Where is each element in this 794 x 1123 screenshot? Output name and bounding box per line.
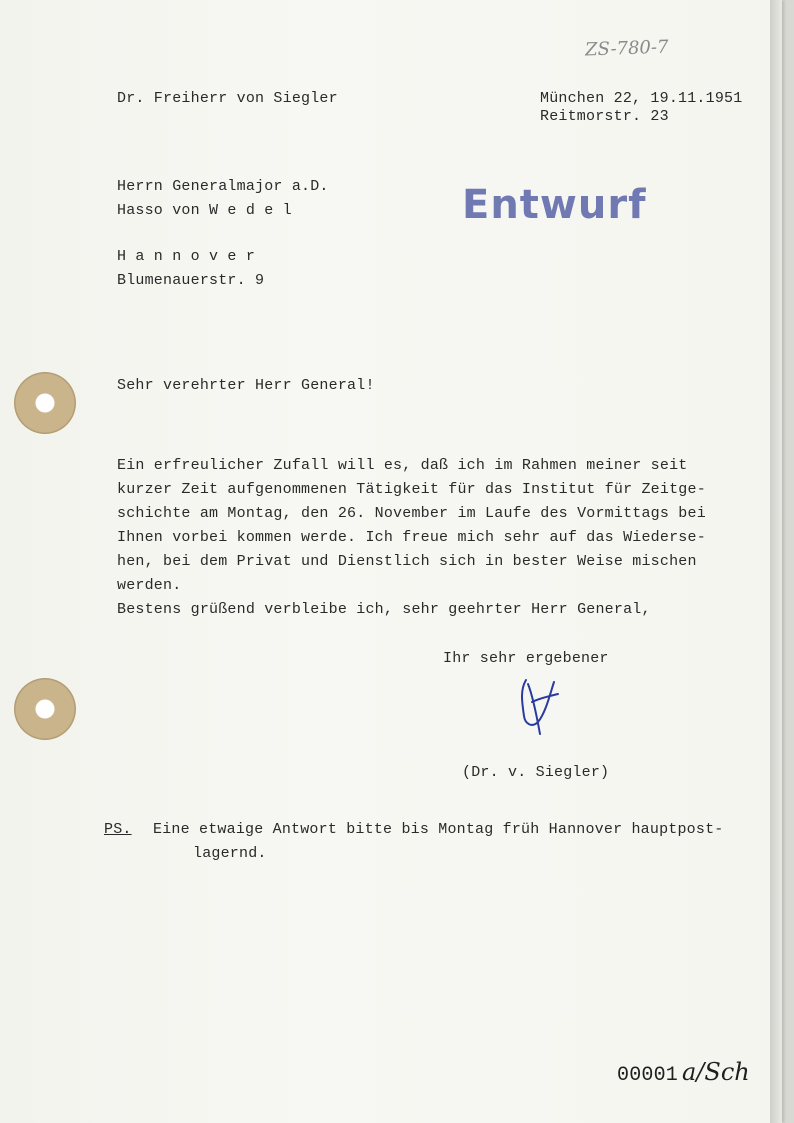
body-line: werden.	[117, 577, 182, 594]
body-line: Ein erfreulicher Zufall will es, daß ich im Rahmen meiner seit	[117, 457, 688, 474]
body-line: Ihnen vorbei kommen werde. Ich freue mich sehr auf das Wiederse-	[117, 529, 706, 546]
recipient-street: Blumenauerstr. 9	[117, 272, 265, 289]
folio-suffix: a/Sch	[682, 1058, 750, 1086]
place-date: München 22, 19.11.1951	[540, 90, 743, 107]
ps-label: PS.	[104, 821, 132, 838]
ps-line: lagernd.	[193, 845, 267, 862]
body-line: hen, bei dem Privat und Dienstlich sich in bester Weise mischen	[117, 553, 697, 570]
archive-mark: ZS-780-7	[584, 36, 669, 61]
page-edge	[770, 0, 782, 1123]
handwritten-signature	[510, 672, 570, 744]
recipient-line1: Herrn Generalmajor a.D.	[117, 178, 329, 195]
typed-signature: (Dr. v. Siegler)	[462, 764, 610, 781]
closing: Ihr sehr ergebener	[443, 650, 609, 667]
folio-number: 00001	[617, 1064, 679, 1087]
punch-hole-upper	[14, 372, 76, 434]
recipient-city: H a n n o v e r	[117, 248, 256, 265]
sender-street: Reitmorstr. 23	[540, 108, 669, 125]
body-line: kurzer Zeit aufgenommenen Tätigkeit für das Institut für Zeitge-	[117, 481, 706, 498]
recipient-line2: Hasso von W e d e l	[117, 202, 292, 219]
body-line: Bestens grüßend verbleibe ich, sehr geehrter Herr General,	[117, 601, 651, 618]
body-line: schichte am Montag, den 26. November im Laufe des Vormittags bei	[117, 505, 706, 522]
punch-hole-lower	[14, 678, 76, 740]
salutation: Sehr verehrter Herr General!	[117, 377, 375, 394]
sender-line: Dr. Freiherr von Siegler	[117, 90, 338, 107]
draft-stamp: Entwurf	[462, 182, 647, 228]
ps-line: Eine etwaige Antwort bitte bis Montag früh Hannover hauptpost-	[153, 821, 724, 838]
